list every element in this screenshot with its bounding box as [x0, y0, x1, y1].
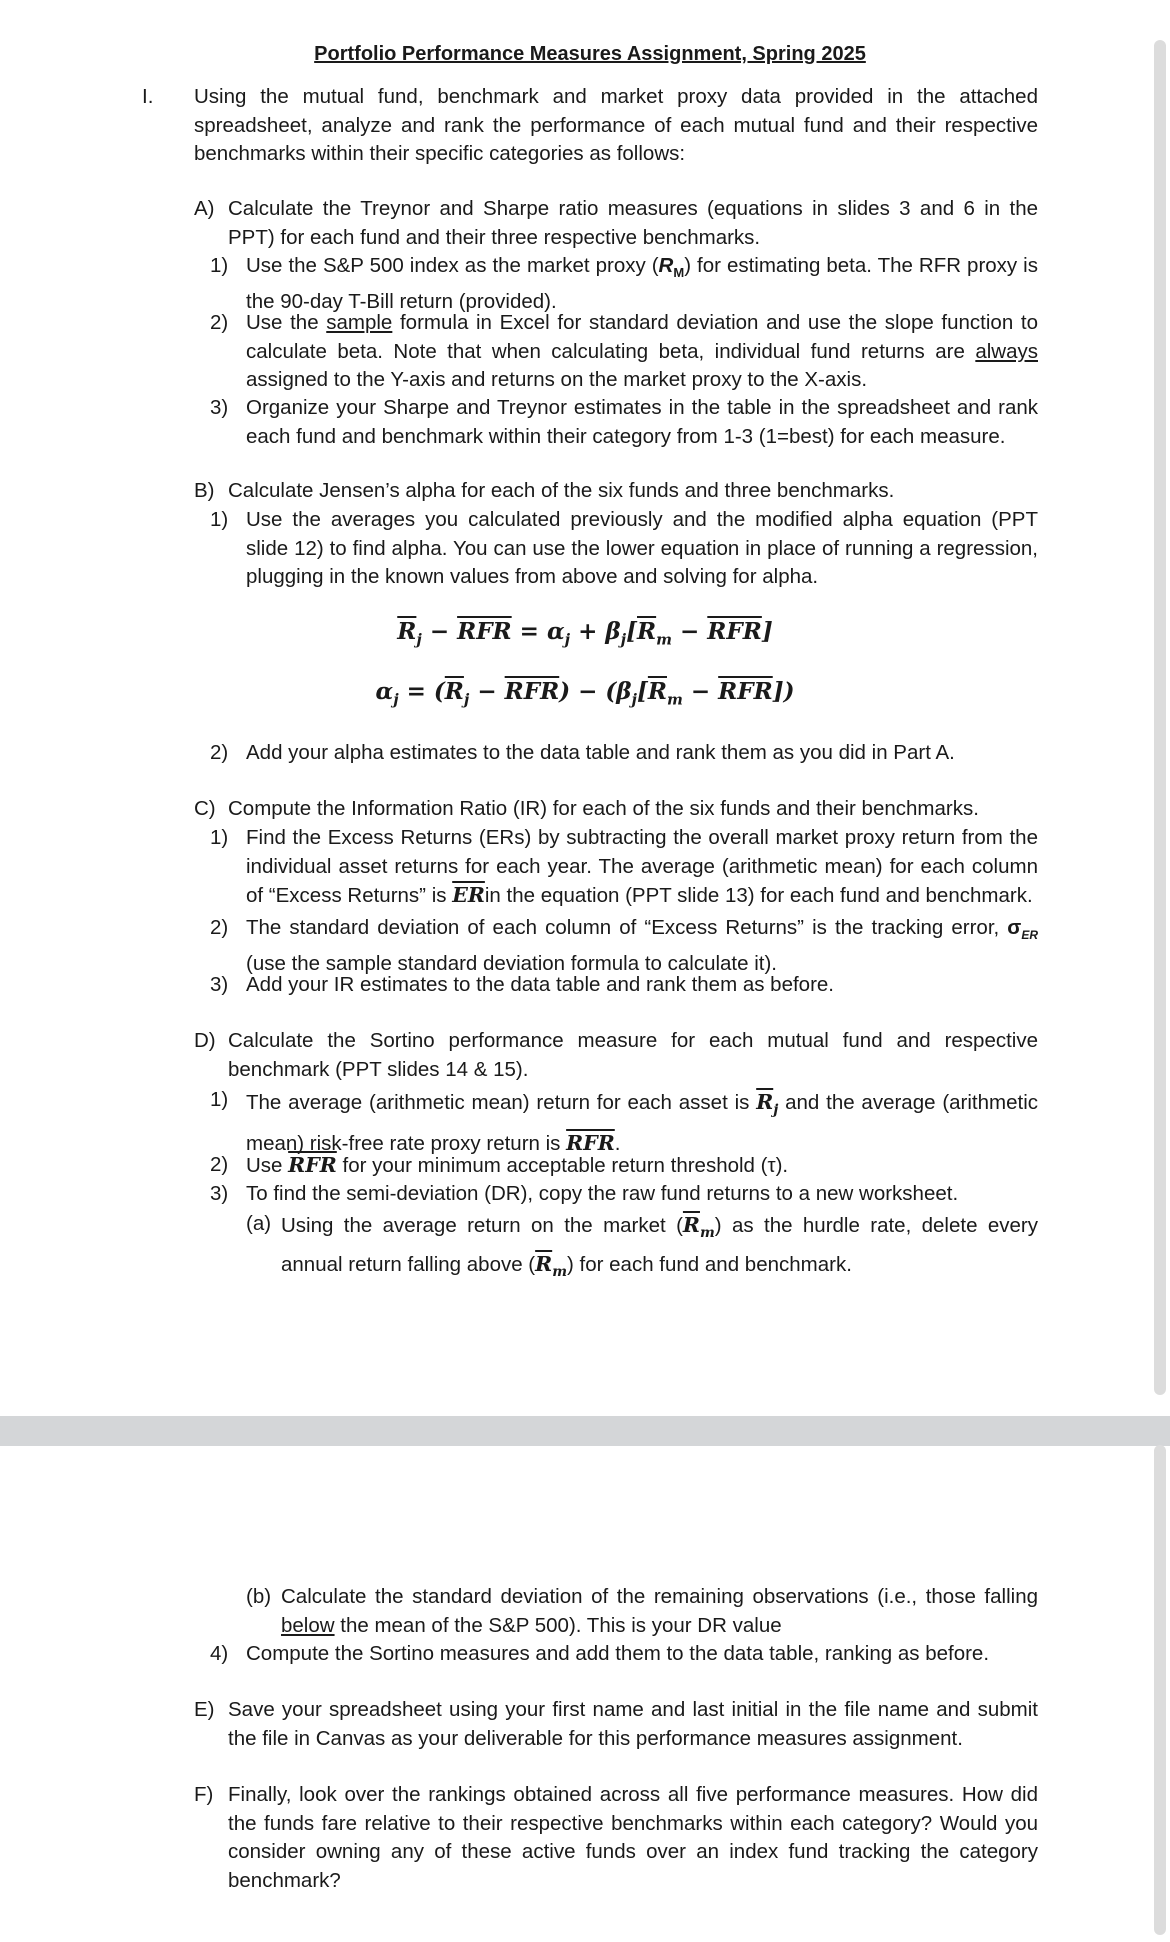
part-c-item1-num: 1) — [210, 826, 229, 849]
part-d-sub-b: Calculate the standard deviation of the remaining observations (i.e., those falling below the mean of the S&P 500). This is your DR value — [281, 1585, 1038, 1637]
part-a-item3-num: 3) — [210, 396, 229, 419]
section-number: I. — [142, 85, 154, 108]
intro-paragraph: Using the mutual fund, benchmark and market proxy data provided in the attached spreadsheet, analyze and rank the performance of each mutual fund and their respective benchmarks within their specific categories as follows: — [194, 85, 1038, 165]
part-d-item2: Use $\overline{RFR}$ for your minimum acceptable return threshold (τ). — [246, 1153, 789, 1177]
part-d-item4: Compute the Sortino measures and add them to the data table, ranking as before. — [246, 1642, 990, 1665]
part-c-item1: Find the Excess Returns (ERs) by subtracting the overall market proxy return from the individual asset returns for each year. The average (arithmetic mean) for each column of “Excess Returns” is $\overline{ER}in$ the equation (PPT slide 13) for each fund and benchmark. — [246, 826, 1038, 907]
part-c-item3-num: 3) — [210, 973, 229, 996]
part-b-item1: Use the averages you calculated previously and the modified alpha equation (PPT slide 12) to find alpha. You can use the lower equation in place of running a regression, plugging in the known values from above and solving for alpha. — [246, 508, 1038, 588]
part-a-item2-num: 2) — [210, 311, 229, 334]
part-d-letter: D) — [194, 1029, 216, 1052]
part-a-letter: A) — [194, 197, 215, 220]
part-a-item1: Use the S&P 500 index as the market proxy $(R_M)$ for estimating beta. The RFR proxy is the 90-day T-Bill return (provided). — [246, 254, 1038, 313]
part-b-letter: B) — [194, 479, 215, 502]
part-c-letter: C) — [194, 797, 216, 820]
part-b-text: Calculate Jensen’s alpha for each of the six funds and three benchmarks. — [228, 479, 895, 502]
part-d-text: Calculate the Sortino performance measure for each mutual fund and respective benchmark (PPT slides 14 & 15). — [228, 1029, 1038, 1081]
scrollbar-lower[interactable] — [1154, 1445, 1166, 1935]
part-d-item2-num: 2) — [210, 1153, 229, 1176]
part-b-item2: Add your alpha estimates to the data table and rank them as you did in Part A. — [246, 741, 955, 764]
part-f-letter: F) — [194, 1783, 214, 1806]
part-b-item2-num: 2) — [210, 741, 229, 764]
equation-alpha-solved: $\alpha_j = (\overline{R}_j - \overline{RFR}) - (\beta_j[\overline{R}_m - \overline{RFR}])$ — [375, 678, 795, 709]
part-d-item3-num: 3) — [210, 1182, 229, 1205]
part-d-item1-num: 1) — [210, 1088, 229, 1111]
part-c-item2: The standard deviation of each column of “Excess Returns” is the tracking error, $\sigma_{ER}$ (use the sample standard deviation formula to calculate it). — [246, 916, 1038, 975]
part-d-item3: To find the semi-deviation (DR), copy the raw fund returns to a new worksheet. — [246, 1182, 959, 1205]
part-c-item2-num: 2) — [210, 916, 229, 939]
part-d-sub-a-label: (a) — [246, 1212, 272, 1235]
scrollbar[interactable] — [1154, 40, 1166, 1395]
part-d-sub-b-label: (b) — [246, 1585, 272, 1608]
equation-alpha-model: $\overline{R}_j - \overline{RFR} = \alpha_j + \beta_j[\overline{R}_m - \overline{RFR}]$ — [397, 618, 773, 649]
part-a-item2: Use the sample formula in Excel for standard deviation and use the slope function to calculate beta. Note that when calculating beta, individual fund returns are always assigned to the Y-axis and returns on the market proxy to the X-axis. — [246, 311, 1038, 391]
page-break — [0, 1416, 1170, 1446]
part-d-sub-a: Using the average return on the market $(\overline{R}_m)$ as the hurdle rate, delete every annual return falling above $(\overline{R}_m)$ for each fund and benchmark. — [281, 1213, 1038, 1281]
part-f-text: Finally, look over the rankings obtained across all five performance measures. How did the funds fare relative to their respective benchmarks within each category? Would you consider owning any of these active funds over an index fund tracking the category benchmark? — [228, 1783, 1038, 1892]
part-a-item3: Organize your Sharpe and Treynor estimates in the table in the spreadsheet and rank each fund and benchmark within their category from 1-3 (1=best) for each measure. — [246, 396, 1038, 448]
page-title: Portfolio Performance Measures Assignment, Spring 2025 — [314, 43, 866, 65]
part-c-item3: Add your IR estimates to the data table and rank them as before. — [246, 973, 835, 996]
part-a-item1-num: 1) — [210, 254, 229, 277]
part-e-text: Save your spreadsheet using your first name and last initial in the file name and submit the file in Canvas as your deliverable for this performance measures assignment. — [228, 1698, 1038, 1750]
part-d-item1: The average (arithmetic mean) return for each asset is $\overline{R}_j$ and the average (arithmetic mean) risk-free rate proxy return is $\overline{RFR}$. — [246, 1090, 1038, 1156]
part-d-item4-num: 4) — [210, 1642, 229, 1665]
part-b-item1-num: 1) — [210, 508, 229, 531]
part-c-text: Compute the Information Ratio (IR) for each of the six funds and their benchmarks. — [228, 797, 979, 820]
part-a-text: Calculate the Treynor and Sharpe ratio measures (equations in slides 3 and 6 in the PPT) for each fund and their three respective benchmarks. — [228, 197, 1038, 249]
part-e-letter: E) — [194, 1698, 215, 1721]
